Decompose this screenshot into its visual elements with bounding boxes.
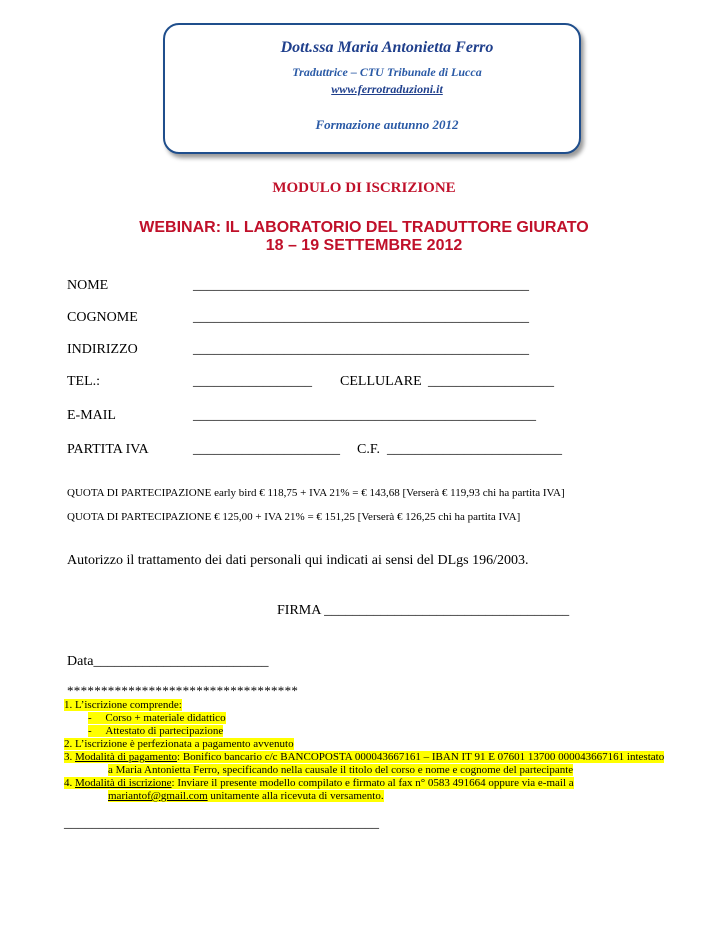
header-role: Traduttrice – CTU Tribunale di Lucca xyxy=(292,65,482,79)
webinar-dates: 18 – 19 SETTEMBRE 2012 xyxy=(265,237,463,254)
notes-block xyxy=(64,699,664,803)
note-1a-dash: - xyxy=(88,712,92,724)
field-cf-label: C.F. xyxy=(357,442,381,457)
note-3-cont: a Maria Antonietta Ferro, specificando nella causale il titolo del corso e nome e cognome del partecipante xyxy=(108,764,574,776)
email-link[interactable]: mariantof@gmail.com xyxy=(108,790,208,802)
note-1b: Attestato di partecipazione xyxy=(105,725,224,737)
date-row xyxy=(67,654,268,670)
header-formazione: Formazione autunno 2012 xyxy=(315,117,459,132)
note-4-num: 4. xyxy=(64,777,73,789)
field-indirizzo-label: INDIRIZZO xyxy=(67,342,138,357)
field-cf-line[interactable]: _________________________ xyxy=(387,442,562,457)
field-cellulare-label: CELLULARE xyxy=(340,374,422,389)
header-box xyxy=(163,23,581,154)
date-label: Data xyxy=(67,654,94,669)
note-4-text: : Inviare il presente modello compilato e firmato al fax n° 0583 491664 oppure via e-mail a xyxy=(171,777,574,789)
field-cognome-label: COGNOME xyxy=(67,310,138,325)
field-piva-line[interactable]: _____________________ xyxy=(193,442,340,457)
field-piva-label: PARTITA IVA xyxy=(67,442,149,457)
note-4-cont: unitamente alla ricevuta di versamento. xyxy=(207,790,384,802)
signature-row xyxy=(277,603,569,619)
note-2: 2. L’iscrizione è perfezionata a pagamento avvenuto xyxy=(64,738,294,750)
form-title: MODULO DI ISCRIZIONE xyxy=(272,180,456,196)
signature-label: FIRMA xyxy=(277,603,321,618)
quota-standard: QUOTA DI PARTECIPAZIONE € 125,00 + IVA 21% = € 151,25 [Verserà € 126,25 chi ha partita IVA] xyxy=(67,511,521,523)
webinar-title: WEBINAR: IL LABORATORIO DEL TRADUTTORE GIURATO xyxy=(139,219,589,236)
note-3-num: 3. xyxy=(64,751,73,763)
field-nome-label: NOME xyxy=(67,278,109,293)
date-line[interactable]: _________________________ xyxy=(93,654,269,669)
field-cognome-line[interactable]: ________________________________________________ xyxy=(193,310,529,325)
field-cellulare-line[interactable]: __________________ xyxy=(428,374,554,389)
field-tel-label: TEL.: xyxy=(67,374,101,389)
bottom-rule: _____________________________________________ xyxy=(64,816,379,831)
field-email-label: E-MAIL xyxy=(67,408,116,423)
note-4-label: Modalità di iscrizione xyxy=(75,777,172,789)
privacy-consent: Autorizzo il trattamento dei dati personali qui indicati ai sensi del DLgs 196/2003. xyxy=(67,553,529,568)
header-url-link[interactable]: www.ferrotraduzioni.it xyxy=(331,82,443,96)
separator-stars: ********************************** xyxy=(67,683,299,698)
note-3-label: Modalità di pagamento xyxy=(75,751,178,763)
field-nome-line[interactable]: ________________________________________________ xyxy=(193,278,529,293)
note-1: 1. L’iscrizione comprende: xyxy=(64,699,182,711)
note-1a: Corso + materiale didattico xyxy=(105,712,226,724)
note-1b-dash: - xyxy=(88,725,92,737)
signature-line[interactable]: ___________________________________ xyxy=(324,603,570,618)
header-name: Dott.ssa Maria Antonietta Ferro xyxy=(280,39,494,56)
field-tel-line[interactable]: _________________ xyxy=(193,374,312,389)
field-indirizzo-line[interactable]: ________________________________________________ xyxy=(193,342,529,357)
note-3-text: : Bonifico bancario c/c BANCOPOSTA 000043667161 – IBAN IT 91 E 07601 13700 000043667161 intestato xyxy=(177,751,665,763)
quota-early-bird: QUOTA DI PARTECIPAZIONE early bird € 118,75 + IVA 21% = € 143,68 [Verserà € 119,93 chi ha partita IVA] xyxy=(67,487,565,499)
field-email-line[interactable]: _________________________________________________ xyxy=(193,408,536,423)
